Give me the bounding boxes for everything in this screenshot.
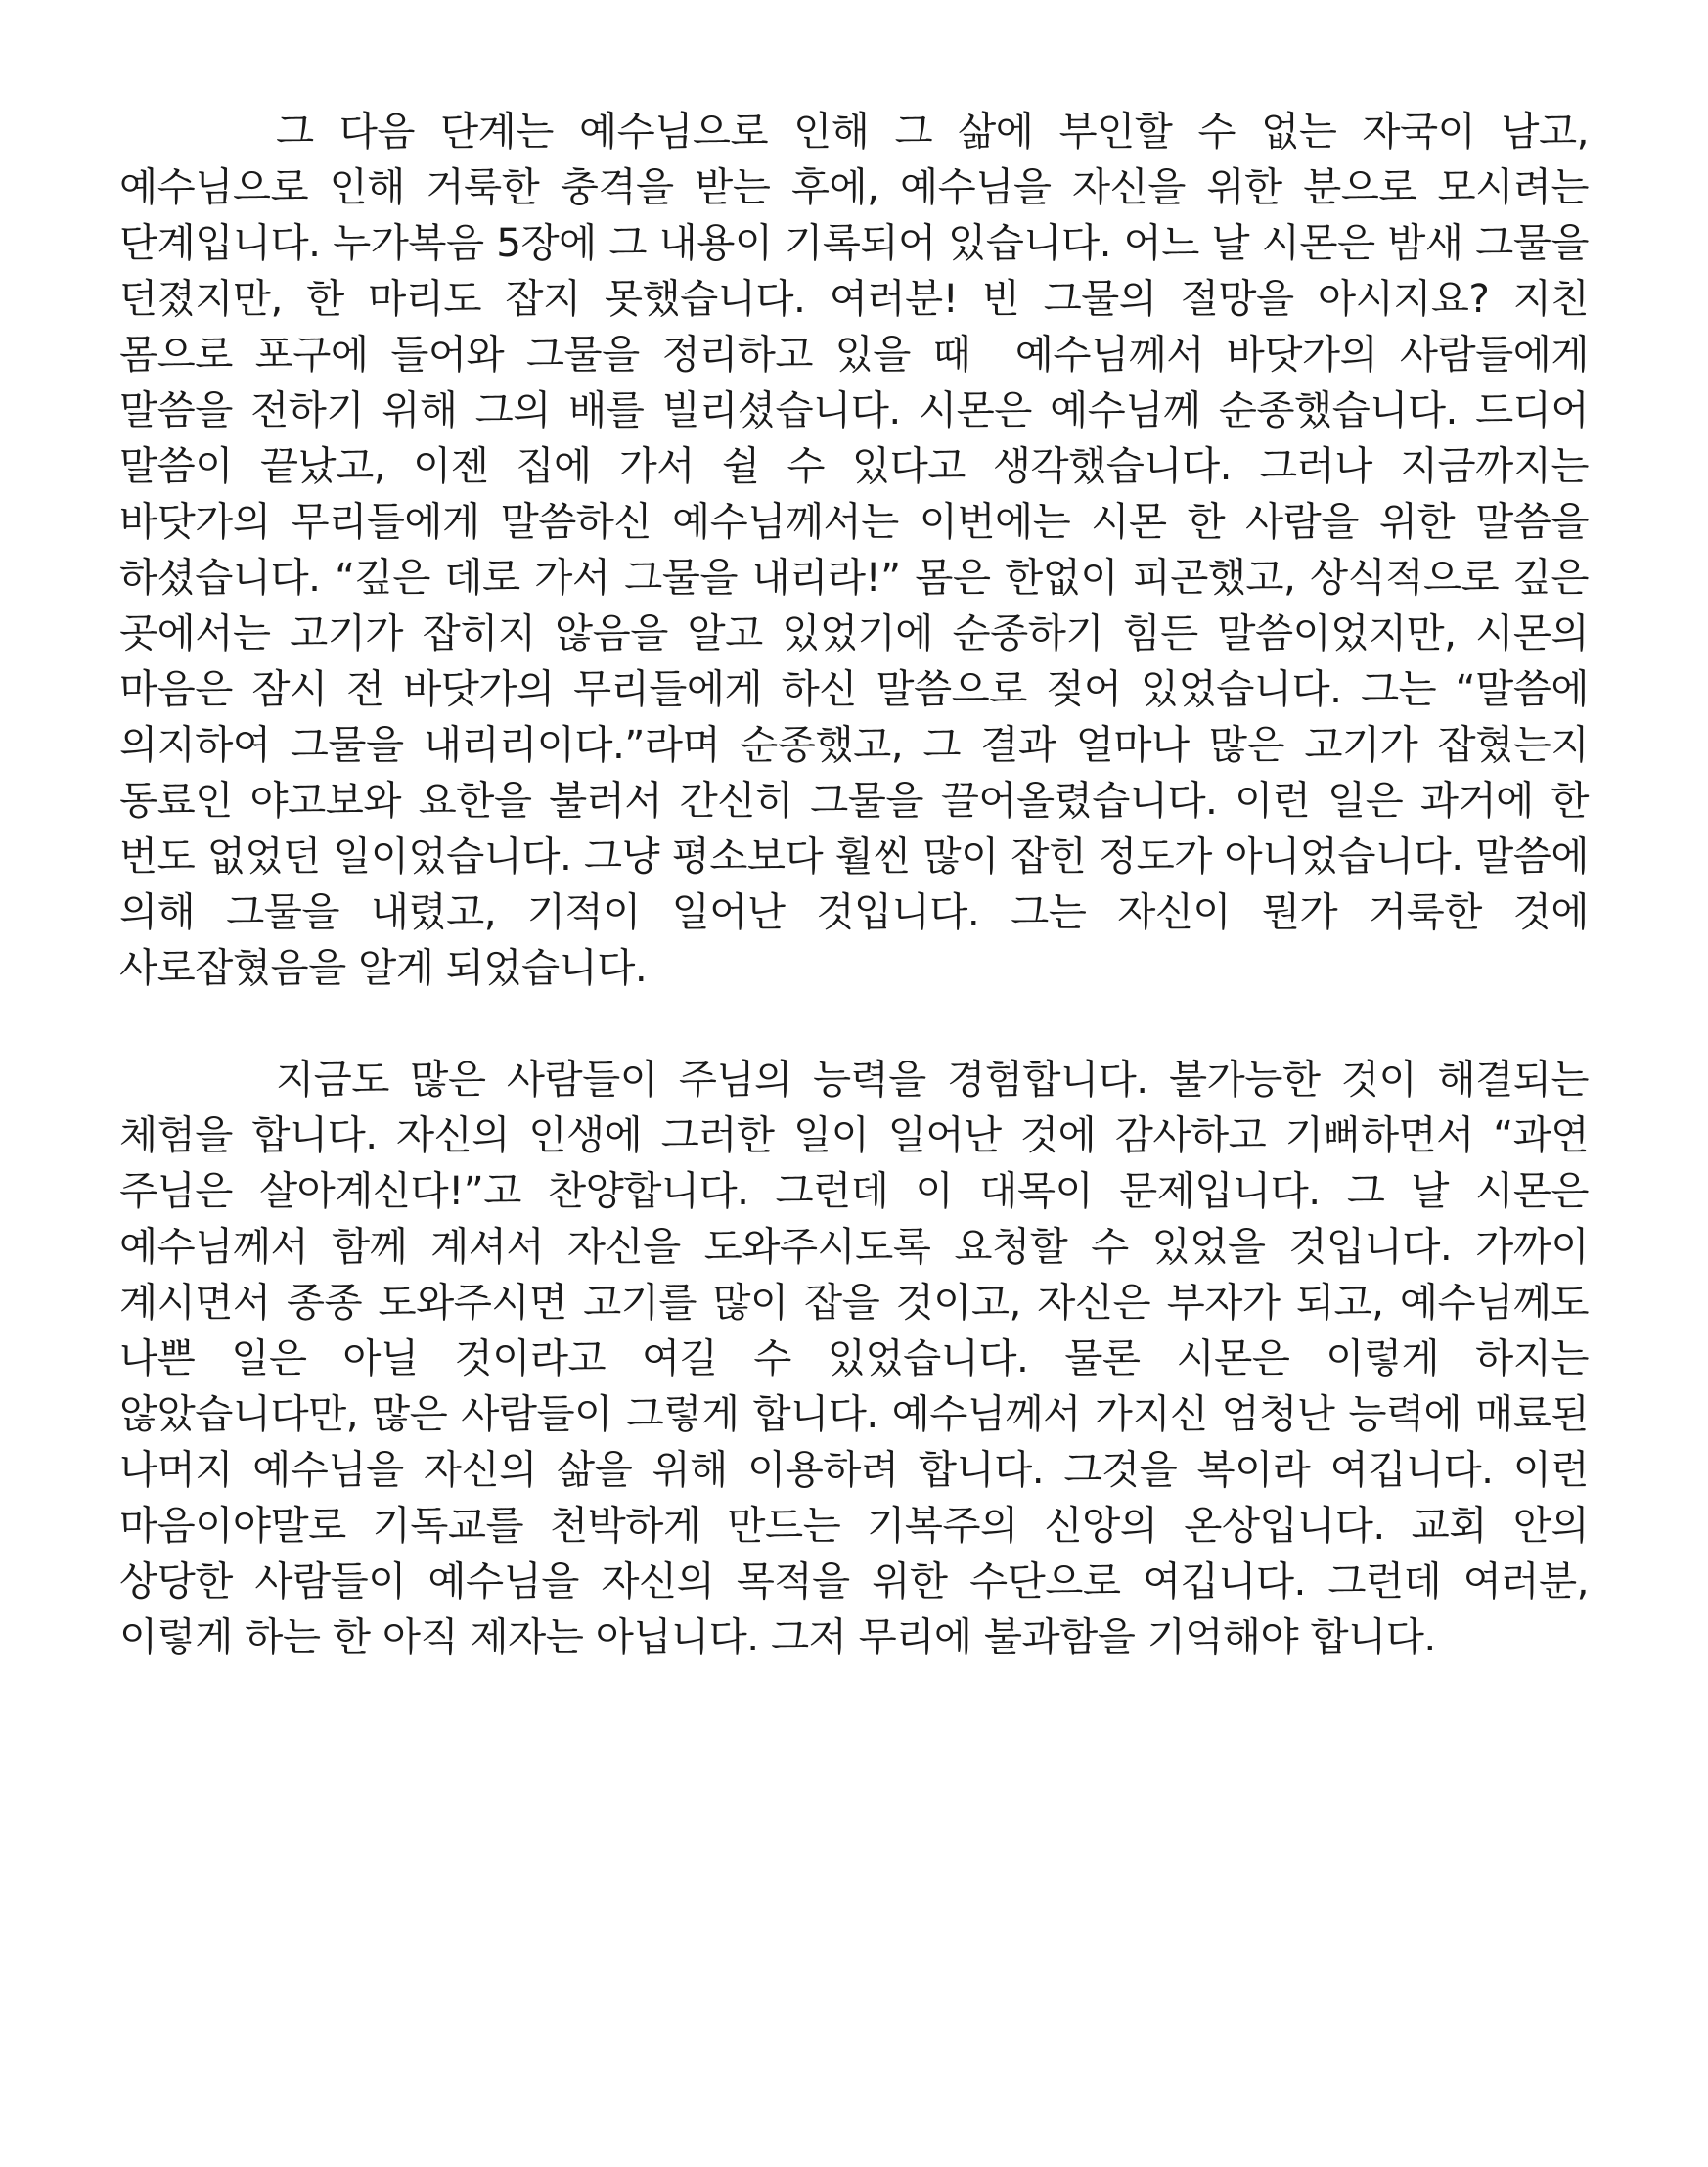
paragraph-1: 그 다음 단계는 예수님으로 인해 그 삶에 부인할 수 없는 자국이 남고, 예수님으로 인해 거룩한 충격을 받는 후에, 예수님을 자신을 위한 분으로 모시려는 단계입니다. 누가복음 5장에 그 내용이 기록되어 있습니다. 어느 날 시몬은 밤새 그물을 던졌지만, 한 마리도 잡지 못했습니다. 여러분! 빈 그물의 절망을 아시지요? 지친 몸으로 포구에 들어와 그물을 정리하고 있을 때 예수님께서 바닷가의 사람들에게 말씀을 전하기 위해 그의 배를 빌리셨습니다. 시몬은 예수님께 순종했습니다. 드디어 말씀이 끝났고, 이젠 집에 가서 쉴 수 있다고 생각했습니다. 그러나 지금까지는 바닷가의 무리들에게 말씀하신 예수님께서는 이번에는 시몬 한 사람을 위한 말씀을 하셨습니다. “깊은 데로 가서 그물을 내리라!” 몸은 한없이 피곤했고, 상식적으로 깊은 곳에서는 고기가 잡히지 않음을 알고 있었기에 순종하기 힘든 말씀이었지만, 시몬의 마음은 잠시 전 바닷가의 무리들에게 하신 말씀으로 젖어 있었습니다. 그는 “말씀에 의지하여 그물을 내리리이다.”라며 순종했고, 그 결과 얼마나 많은 고기가 잡혔는지 동료인 야고보와 요한을 불러서 간신히 그물을 끌어올렸습니다. 이런 일은 과거에 한 번도 없었던 일이었습니다. 그냥 평소보다 훨씬 많이 잡힌 정도가 아니었습니다. 말씀에 의해 그물을 내렸고, 기적이 일어난 것입니다. 그는 자신이 뭔가 거룩한 것에 사로잡혔음을 알게 되었습니다. bbox=[119, 108, 1601, 991]
paragraph-2: 지금도 많은 사람들이 주님의 능력을 경험합니다. 불가능한 것이 해결되는 체험을 합니다. 자신의 인생에 그러한 일이 일어난 것에 감사하고 기뻐하면서 “과연 주님은 살아계신다!”고 찬양합니다. 그런데 이 대목이 문제입니다. 그 날 시몬은 예수님께서 함께 계셔서 자신을 도와주시도록 요청할 수 있었을 것입니다. 가까이 계시면서 종종 도와주시면 고기를 많이 잡을 것이고, 자신은 부자가 되고, 예수님께도 나쁜 일은 아닐 것이라고 여길 수 있었습니다. 물론 시몬은 이렇게 하지는 않았습니다만, 많은 사람들이 그렇게 합니다. 예수님께서 가지신 엄청난 능력에 매료된 나머지 예수님을 자신의 삶을 위해 이용하려 합니다. 그것을 복이라 여깁니다. 이런 마음이야말로 기독교를 천박하게 만드는 기복주의 신앙의 온상입니다. 교회 안의 상당한 사람들이 예수님을 자신의 목적을 위한 수단으로 여깁니다. 그런데 여러분, 이렇게 하는 한 아직 제자는 아닙니다. 그저 무리에 불과함을 기억해야 합니다. bbox=[119, 1056, 1601, 1660]
